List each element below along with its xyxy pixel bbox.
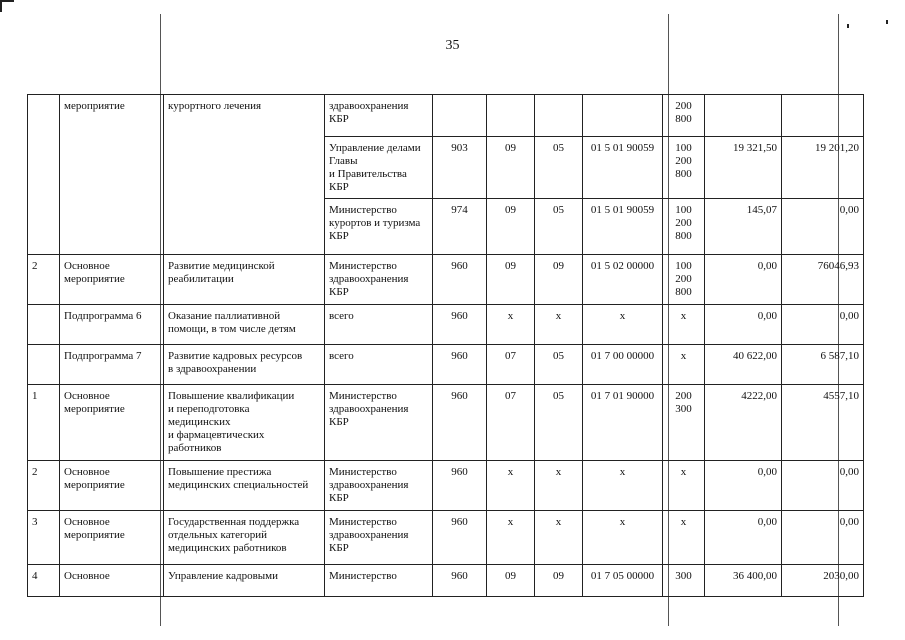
section-code-cell: 09 [487,137,535,199]
expense-type-cell: 200 800 [663,95,705,137]
item-name-cell: Управление кадровыми [164,565,325,597]
row-number-cell [28,305,60,345]
section-code-cell: х [487,305,535,345]
amount-plan-cell: 0,00 [705,461,782,511]
expense-type-cell: х [663,345,705,385]
target-article-cell: 01 7 01 90000 [583,385,663,461]
subsection-code-cell: 05 [535,385,583,461]
grbs-code-cell: 960 [433,511,487,565]
subsection-code-cell: 09 [535,255,583,305]
table-row [28,511,864,565]
section-code-cell: 07 [487,345,535,385]
target-article-cell: 01 5 01 90059 [583,137,663,199]
executor-cell: всего [325,305,433,345]
item-name-cell: Государственная поддержка отдельных категорий медицинских работников [164,511,325,565]
expense-type-cell: 100 200 800 [663,255,705,305]
grbs-code-cell: 903 [433,137,487,199]
executor-cell: Министерство здравоохранения КБР [325,461,433,511]
target-article-cell: х [583,511,663,565]
amount-plan-cell: 0,00 [705,255,782,305]
table-row [28,565,864,597]
amount-actual-cell: 0,00 [782,199,864,255]
executor-cell: Министерство курортов и туризма КБР [325,199,433,255]
amount-plan-cell: 0,00 [705,305,782,345]
grbs-code-cell: 960 [433,461,487,511]
amount-actual-cell: 0,00 [782,461,864,511]
grbs-code-cell: 974 [433,199,487,255]
amount-plan-cell [705,95,782,137]
row-number-cell: 1 [28,385,60,461]
grbs-code-cell: 960 [433,385,487,461]
target-article-cell: 01 7 00 00000 [583,345,663,385]
expense-type-cell: 200 300 [663,385,705,461]
subsection-code-cell: 05 [535,199,583,255]
grbs-code-cell: 960 [433,255,487,305]
table-row [28,385,864,461]
table-row [28,95,864,137]
amount-actual-cell: 0,00 [782,305,864,345]
item-name-cell: Повышение престижа медицинских специальностей [164,461,325,511]
item-name-cell: курортного лечения [164,95,325,255]
amount-actual-cell: 0,00 [782,511,864,565]
scan-mark [0,0,2,12]
item-kind-cell: Подпрограмма 7 [60,345,164,385]
scan-mark [0,0,14,2]
grbs-code-cell [433,95,487,137]
budget-table [27,94,864,597]
grbs-code-cell: 960 [433,565,487,597]
section-code-cell: 09 [487,255,535,305]
expense-type-cell: 300 [663,565,705,597]
subsection-code-cell: 05 [535,345,583,385]
amount-actual-cell: 6 587,10 [782,345,864,385]
section-code-cell: 07 [487,385,535,461]
section-code-cell: 09 [487,565,535,597]
target-article-cell [583,95,663,137]
subsection-code-cell: 09 [535,565,583,597]
target-article-cell: 01 5 02 00000 [583,255,663,305]
grbs-code-cell: 960 [433,345,487,385]
scan-mark [886,20,888,24]
target-article-cell: 01 7 05 00000 [583,565,663,597]
amount-plan-cell: 0,00 [705,511,782,565]
expense-type-cell: х [663,461,705,511]
subsection-code-cell: х [535,305,583,345]
section-code-cell: х [487,461,535,511]
expense-type-cell: 100 200 800 [663,199,705,255]
section-code-cell [487,95,535,137]
amount-actual-cell: 76046,93 [782,255,864,305]
executor-cell: Министерство здравоохранения КБР [325,385,433,461]
executor-cell: Управление делами Главы и Правительства КБР [325,137,433,199]
table-row [28,461,864,511]
row-number-cell: 4 [28,565,60,597]
table-row [28,255,864,305]
section-code-cell: х [487,511,535,565]
row-number-cell: 2 [28,461,60,511]
item-kind-cell: Основное мероприятие [60,461,164,511]
row-number-cell [28,95,60,255]
amount-plan-cell: 36 400,00 [705,565,782,597]
subsection-code-cell: х [535,511,583,565]
scan-mark [847,24,849,28]
row-number-cell: 2 [28,255,60,305]
target-article-cell: х [583,461,663,511]
amount-actual-cell: 19 201,20 [782,137,864,199]
item-kind-cell: мероприятие [60,95,164,255]
amount-actual-cell: 2030,00 [782,565,864,597]
executor-cell: Министерство здравоохранения КБР [325,511,433,565]
amount-actual-cell: 4557,10 [782,385,864,461]
item-name-cell: Развитие кадровых ресурсов в здравоохранении [164,345,325,385]
section-code-cell: 09 [487,199,535,255]
item-kind-cell: Основное мероприятие [60,511,164,565]
amount-plan-cell: 19 321,50 [705,137,782,199]
expense-type-cell: 100 200 800 [663,137,705,199]
target-article-cell: 01 5 01 90059 [583,199,663,255]
item-name-cell: Повышение квалификации и переподготовка медицинских и фармацевтических работников [164,385,325,461]
row-number-cell: 3 [28,511,60,565]
amount-plan-cell: 40 622,00 [705,345,782,385]
item-name-cell: Развитие медицинской реабилитации [164,255,325,305]
table-row [28,345,864,385]
executor-cell: Министерство здравоохранения КБР [325,255,433,305]
item-kind-cell: Основное [60,565,164,597]
executor-cell: всего [325,345,433,385]
subsection-code-cell [535,95,583,137]
amount-plan-cell: 145,07 [705,199,782,255]
item-kind-cell: Подпрограмма 6 [60,305,164,345]
subsection-code-cell: х [535,461,583,511]
amount-plan-cell: 4222,00 [705,385,782,461]
amount-actual-cell [782,95,864,137]
grbs-code-cell: 960 [433,305,487,345]
expense-type-cell: х [663,305,705,345]
executor-cell: Министерство [325,565,433,597]
expense-type-cell: х [663,511,705,565]
page-number: 35 [445,38,460,53]
executor-cell: здравоохранения КБР [325,95,433,137]
item-kind-cell: Основное мероприятие [60,255,164,305]
row-number-cell [28,345,60,385]
target-article-cell: х [583,305,663,345]
item-name-cell: Оказание паллиативной помощи, в том числе детям [164,305,325,345]
subsection-code-cell: 05 [535,137,583,199]
item-kind-cell: Основное мероприятие [60,385,164,461]
table-row [28,305,864,345]
